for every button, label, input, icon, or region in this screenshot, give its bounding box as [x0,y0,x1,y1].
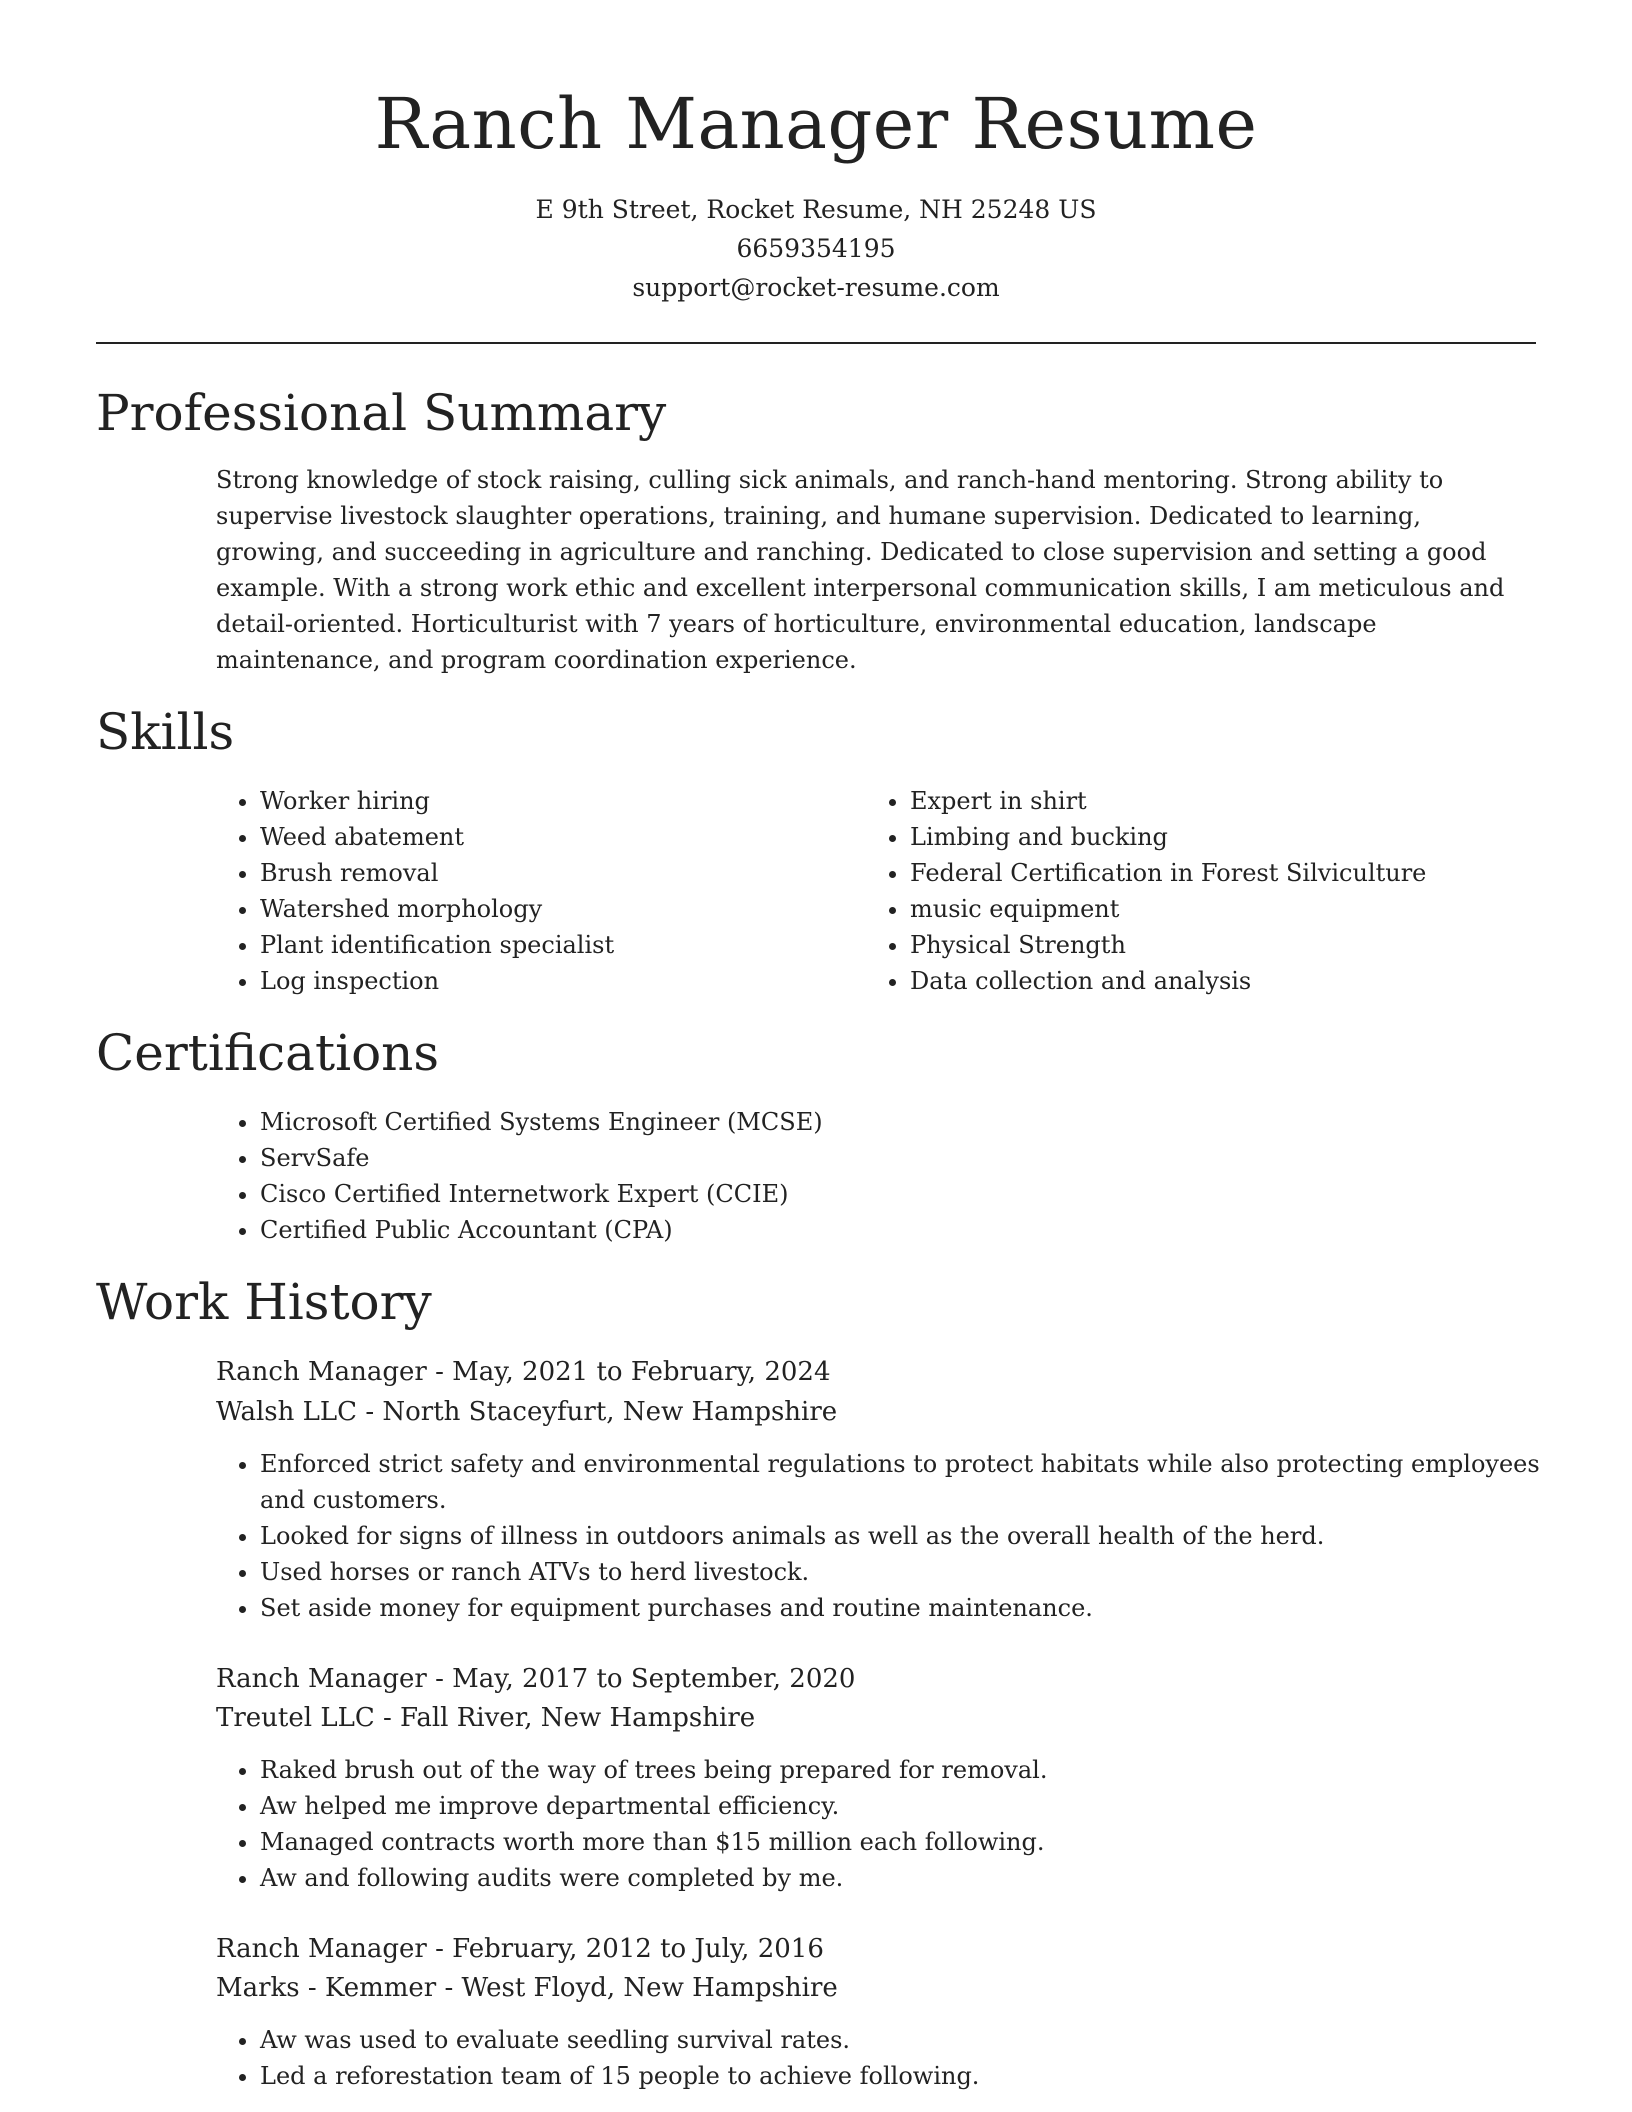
certifications-heading: Certifications [96,1024,440,1082]
job-title: Ranch Manager - May, 2021 to February, 2024 [216,1357,831,1387]
job-duties-list [216,1446,1580,1626]
skill-item: • Federal Certification in Forest Silviculture [910,855,1580,891]
job-duty-item: • Set aside money for equipment purchases and routine maintenance. [260,1590,1580,1626]
skill-item: • Weed abatement [260,819,860,855]
job-title: Ranch Manager - February, 2012 to July, 2016 [216,1934,824,1964]
job-duties-list [216,1752,1580,1896]
skills-heading: Skills [96,703,235,761]
certification-item: • ServSafe [260,1140,1580,1176]
skills-list-right [866,783,1580,999]
certification-item: • Certified Public Accountant (CPA) [260,1212,1580,1248]
work-history-heading: Work History [96,1273,432,1331]
skill-item: • Expert in shirt [910,783,1580,819]
job-duty-item: • Managed contracts worth more than $15 million each following. [260,1824,1580,1860]
skill-item: • Log inspection [260,963,860,999]
contact-info [0,190,1632,307]
job-title: Ranch Manager - May, 2017 to September, 2020 [216,1664,856,1694]
certification-item: • Microsoft Certified Systems Engineer (MCSE) [260,1104,1580,1140]
job-company: Walsh LLC - North Staceyfurt, New Hampshire [216,1397,838,1427]
address: E 9th Street, Rocket Resume, NH 25248 US [535,195,1097,224]
skills-list-left [216,783,860,999]
skill-item: • Physical Strength [910,927,1580,963]
job-duty-item: • Aw was used to evaluate seedling survival rates. [260,2022,1580,2058]
skill-item: • Brush removal [260,855,860,891]
job-duty-item: • Used horses or ranch ATVs to herd livestock. [260,1554,1580,1590]
certification-item: • Cisco Certified Internetwork Expert (CCIE) [260,1176,1580,1212]
job-company: Treutel LLC - Fall River, New Hampshire [216,1703,756,1733]
skill-item: • Watershed morphology [260,891,860,927]
skill-item: • Limbing and bucking [910,819,1580,855]
job-company: Marks - Kemmer - West Floyd, New Hampshire [216,1973,838,2003]
header-divider [96,342,1536,344]
skill-item: • Data collection and analysis [910,963,1580,999]
job-duty-item: • Enforced strict safety and environmental regulations to protect habitats while also protecting employees and customers. [260,1446,1580,1518]
job-duty-item: • Led a reforestation team of 15 people to achieve following. [260,2058,1580,2094]
summary-heading: Professional Summary [96,384,667,442]
resume-title: Ranch Manager Resume [374,83,1258,165]
skill-item: • music equipment [910,891,1580,927]
skill-item: • Worker hiring [260,783,860,819]
skill-item: • Plant identification specialist [260,927,860,963]
job-duty-item: • Aw and following audits were completed by me. [260,1860,1580,1896]
job-duty-item: • Raked brush out of the way of trees being prepared for removal. [260,1752,1580,1788]
summary-text: Strong knowledge of stock raising, culling sick animals, and ranch-hand mentoring. Strong ability to supervise livestock slaughter operations, training, and humane supervision. Dedicated to learning, growing, and succeeding in agriculture and ranching. Dedicated to close supervision and setting a good example. With a strong work ethic and excellent interpersonal communication skills, I am meticulous and detail-oriented. Horticulturist with 7 years of horticulture, environmental education, landscape maintenance, and program coordination experience. [216,466,1505,674]
job-duties-list [216,2022,1580,2094]
certifications-list [216,1104,1580,1248]
phone: 6659354195 [736,234,896,263]
email: support@rocket-resume.com [632,273,1000,302]
job-duty-item: • Aw helped me improve departmental efficiency. [260,1788,1580,1824]
job-duty-item: • Looked for signs of illness in outdoors animals as well as the overall health of the herd. [260,1518,1580,1554]
